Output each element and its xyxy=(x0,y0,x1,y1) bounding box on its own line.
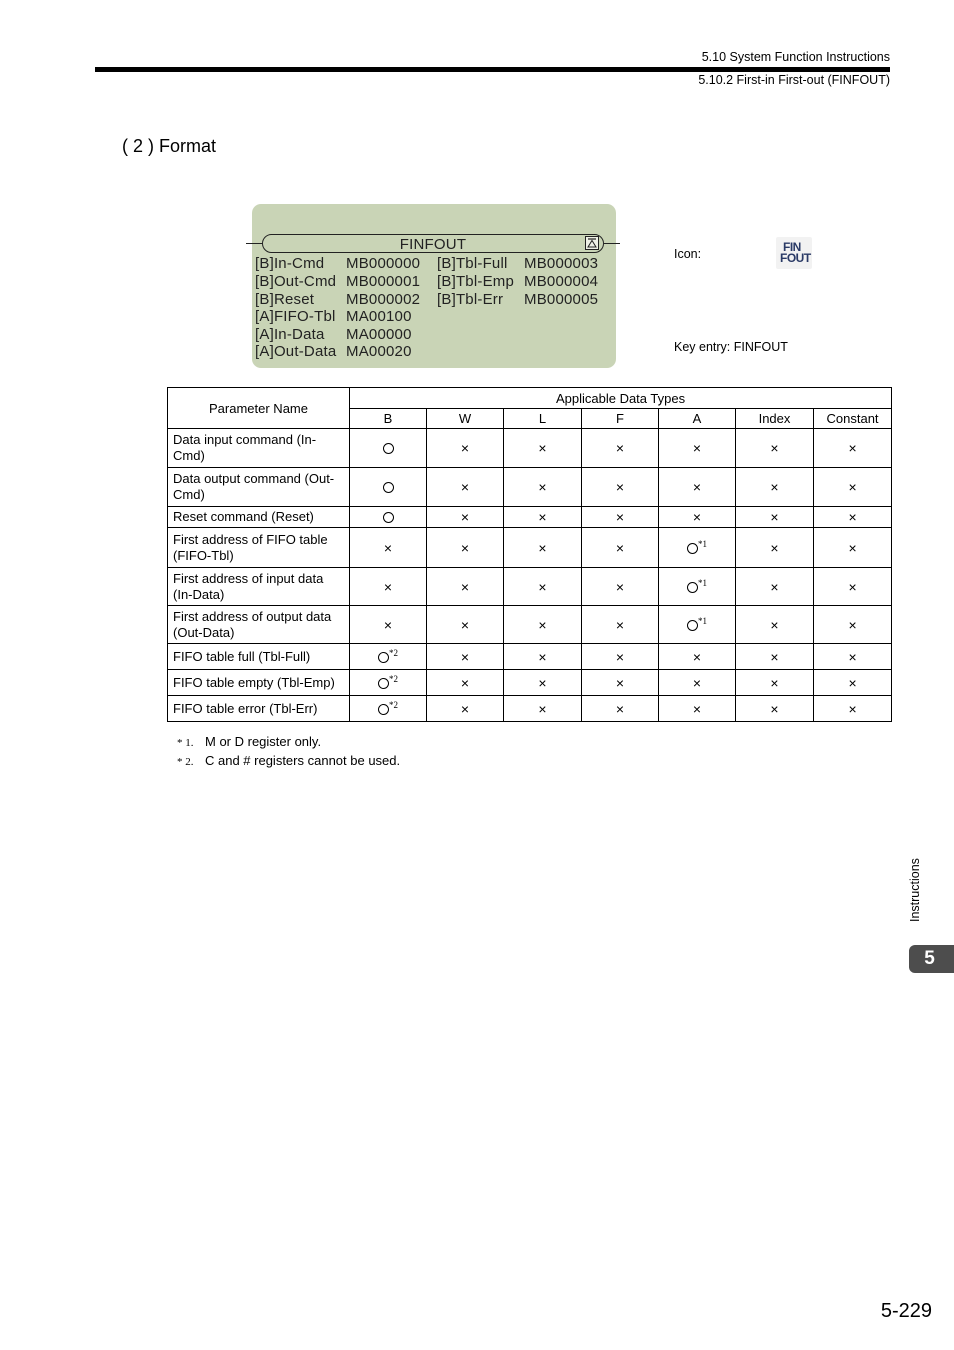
cross-icon: × xyxy=(692,509,702,525)
cross-icon: × xyxy=(770,479,779,495)
not-applicable-mark xyxy=(504,568,582,606)
cross-icon: × xyxy=(383,578,393,595)
footnote-2-mark: * 2. xyxy=(177,756,194,768)
cross-icon: × xyxy=(460,700,470,717)
applicable-mark xyxy=(350,468,427,507)
table-row xyxy=(168,468,892,507)
cross-icon: × xyxy=(383,539,393,556)
footnote-ref: *2 xyxy=(389,648,398,659)
parameter-address: MB000003 xyxy=(524,255,599,272)
cross-icon: × xyxy=(770,700,779,717)
not-applicable-mark xyxy=(504,696,582,722)
cross-icon: × xyxy=(538,578,547,595)
param-name-header: Parameter Name xyxy=(168,388,350,429)
circle-icon xyxy=(687,582,698,593)
not-applicable-mark xyxy=(427,644,504,670)
finfout-icon-line2: FOUT xyxy=(780,251,811,265)
table-row xyxy=(168,644,892,670)
not-applicable-mark xyxy=(504,468,582,507)
applicable-mark xyxy=(350,696,427,722)
not-applicable-mark xyxy=(736,468,814,507)
not-applicable-mark xyxy=(659,507,736,528)
cross-icon: × xyxy=(615,616,625,633)
right-power-rail xyxy=(604,243,620,244)
header-rule xyxy=(95,67,890,72)
footnote-ref: *2 xyxy=(389,674,398,685)
footnote-1-mark: * 1. xyxy=(177,737,194,749)
cross-icon: × xyxy=(538,674,547,691)
applicable-mark xyxy=(659,568,736,606)
parameter-label: [A]In-Data xyxy=(255,326,325,343)
cross-icon: × xyxy=(460,648,470,665)
data-types-header: Applicable Data Types xyxy=(350,388,892,409)
not-applicable-mark xyxy=(582,468,659,507)
not-applicable-mark xyxy=(427,670,504,696)
cross-icon: × xyxy=(770,578,779,595)
not-applicable-mark xyxy=(814,468,892,507)
not-applicable-mark xyxy=(736,507,814,528)
parameter-name: FIFO table full (Tbl-Full) xyxy=(168,644,350,670)
parameter-name: First address of FIFO table (FIFO-Tbl) xyxy=(168,528,350,568)
cross-icon: × xyxy=(848,479,857,495)
applicable-mark xyxy=(350,670,427,696)
not-applicable-mark xyxy=(659,468,736,507)
not-applicable-mark xyxy=(504,606,582,644)
not-applicable-mark xyxy=(504,644,582,670)
cross-icon: × xyxy=(848,578,857,595)
parameter-address: MB000004 xyxy=(524,273,599,290)
parameter-address: MB000005 xyxy=(524,291,599,308)
icon-label: Icon: xyxy=(674,247,702,261)
cross-icon: × xyxy=(615,648,625,665)
cross-icon: × xyxy=(460,509,470,525)
not-applicable-mark xyxy=(814,507,892,528)
not-applicable-mark xyxy=(814,429,892,468)
not-applicable-mark xyxy=(736,606,814,644)
table-row xyxy=(168,507,892,528)
finfout-icon-line1: FIN xyxy=(783,240,801,254)
instruction-block xyxy=(252,204,616,368)
footnote-ref: *1 xyxy=(698,539,707,550)
cross-icon: × xyxy=(848,539,857,556)
cross-icon: × xyxy=(538,539,547,556)
cross-icon: × xyxy=(770,440,779,456)
not-applicable-mark xyxy=(814,670,892,696)
cross-icon: × xyxy=(615,479,625,495)
parameter-name: FIFO table error (Tbl-Err) xyxy=(168,696,350,722)
column-header: Index xyxy=(736,409,814,429)
parameter-label: [A]Out-Data xyxy=(255,343,337,360)
left-power-rail xyxy=(246,243,262,244)
column-header: L xyxy=(504,409,582,429)
cross-icon: × xyxy=(770,616,779,633)
not-applicable-mark xyxy=(814,606,892,644)
cross-icon: × xyxy=(770,674,779,691)
parameter-address: MA00000 xyxy=(346,326,412,343)
footnote-2-text: C and # registers cannot be used. xyxy=(205,753,401,768)
applicable-mark xyxy=(350,644,427,670)
column-header: Constant xyxy=(814,409,892,429)
circle-icon xyxy=(378,678,389,689)
cross-icon: × xyxy=(538,648,547,665)
not-applicable-mark xyxy=(350,568,427,606)
not-applicable-mark xyxy=(582,670,659,696)
parameter-address: MA00100 xyxy=(346,308,412,325)
column-header: A xyxy=(659,409,736,429)
parameter-label: [B]In-Cmd xyxy=(255,255,325,272)
not-applicable-mark xyxy=(504,528,582,568)
cross-icon: × xyxy=(538,700,547,717)
cross-icon: × xyxy=(460,578,470,595)
finfout-icon xyxy=(776,237,812,269)
cross-icon: × xyxy=(770,509,779,525)
cross-icon: × xyxy=(848,674,857,691)
cross-icon: × xyxy=(538,616,547,633)
chapter-tab: 5 xyxy=(909,945,954,973)
not-applicable-mark xyxy=(659,696,736,722)
cross-icon: × xyxy=(848,440,857,456)
parameter-address: MB000000 xyxy=(346,255,421,272)
key-entry: Key entry: FINFOUT xyxy=(674,340,788,354)
not-applicable-mark xyxy=(582,606,659,644)
footnote-ref: *2 xyxy=(389,700,398,711)
footnote-1 xyxy=(177,734,321,749)
cross-icon: × xyxy=(692,700,702,717)
cross-icon: × xyxy=(770,648,779,665)
cross-icon: × xyxy=(692,479,702,495)
parameter-name: Data input command (In-Cmd) xyxy=(168,429,350,468)
cross-icon: × xyxy=(692,648,702,665)
cross-icon: × xyxy=(538,509,547,525)
cross-icon: × xyxy=(615,509,625,525)
not-applicable-mark xyxy=(659,670,736,696)
cross-icon: × xyxy=(538,440,547,456)
circle-icon xyxy=(383,443,394,454)
not-applicable-mark xyxy=(582,507,659,528)
cross-icon: × xyxy=(692,440,702,456)
circle-icon xyxy=(383,482,394,493)
not-applicable-mark xyxy=(814,568,892,606)
column-header: W xyxy=(427,409,504,429)
cross-icon: × xyxy=(460,674,470,691)
footnote-2 xyxy=(177,753,400,768)
not-applicable-mark xyxy=(504,507,582,528)
not-applicable-mark xyxy=(659,644,736,670)
table-row xyxy=(168,606,892,644)
not-applicable-mark xyxy=(427,429,504,468)
expand-icon[interactable] xyxy=(585,236,599,250)
cross-icon: × xyxy=(460,539,470,556)
not-applicable-mark xyxy=(582,696,659,722)
not-applicable-mark xyxy=(736,696,814,722)
cross-icon: × xyxy=(848,648,857,665)
not-applicable-mark xyxy=(427,468,504,507)
table-row xyxy=(168,696,892,722)
table-row xyxy=(168,670,892,696)
not-applicable-mark xyxy=(736,644,814,670)
not-applicable-mark xyxy=(814,528,892,568)
cross-icon: × xyxy=(615,440,625,456)
not-applicable-mark xyxy=(427,528,504,568)
applicable-mark xyxy=(659,528,736,568)
not-applicable-mark xyxy=(427,568,504,606)
not-applicable-mark xyxy=(427,606,504,644)
cross-icon: × xyxy=(383,616,393,633)
cross-icon: × xyxy=(460,616,470,633)
not-applicable-mark xyxy=(350,606,427,644)
circle-icon xyxy=(687,620,698,631)
parameter-label: [A]FIFO-Tbl xyxy=(255,308,336,325)
not-applicable-mark xyxy=(736,429,814,468)
not-applicable-mark xyxy=(427,696,504,722)
table-row xyxy=(168,429,892,468)
parameter-address: MA00020 xyxy=(346,343,412,360)
parameter-name: Data output command (Out-Cmd) xyxy=(168,468,350,507)
not-applicable-mark xyxy=(427,507,504,528)
cross-icon: × xyxy=(848,700,857,717)
header-subsection: 5.10.2 First-in First-out (FINFOUT) xyxy=(698,73,890,87)
footnote-ref: *1 xyxy=(698,578,707,589)
cross-icon: × xyxy=(460,479,470,495)
not-applicable-mark xyxy=(350,528,427,568)
not-applicable-mark xyxy=(736,568,814,606)
parameter-label: [B]Tbl-Err xyxy=(437,291,504,308)
cross-icon: × xyxy=(615,539,625,556)
parameter-label: [B]Out-Cmd xyxy=(255,273,337,290)
not-applicable-mark xyxy=(814,644,892,670)
parameter-address: MB000002 xyxy=(346,291,421,308)
section-title: ( 2 ) Format xyxy=(122,136,217,156)
cross-icon: × xyxy=(848,509,857,525)
parameter-label: [B]Tbl-Full xyxy=(437,255,508,272)
circle-icon xyxy=(378,704,389,715)
applicable-mark xyxy=(350,429,427,468)
cross-icon: × xyxy=(538,479,547,495)
not-applicable-mark xyxy=(736,528,814,568)
circle-icon xyxy=(378,652,389,663)
column-header: F xyxy=(582,409,659,429)
parameter-label: [B]Reset xyxy=(255,291,315,308)
not-applicable-mark xyxy=(659,429,736,468)
parameter-name: FIFO table empty (Tbl-Emp) xyxy=(168,670,350,696)
cross-icon: × xyxy=(615,700,625,717)
parameter-address: MB000001 xyxy=(346,273,421,290)
parameter-name: First address of input data (In-Data) xyxy=(168,568,350,606)
parameter-table xyxy=(167,387,892,722)
circle-icon xyxy=(687,543,698,554)
not-applicable-mark xyxy=(504,429,582,468)
applicable-mark xyxy=(659,606,736,644)
cross-icon: × xyxy=(692,674,702,691)
parameter-name: First address of output data (Out-Data) xyxy=(168,606,350,644)
instruction-header xyxy=(262,234,604,253)
applicable-mark xyxy=(350,507,427,528)
parameter-name: Reset command (Reset) xyxy=(168,507,350,528)
cross-icon: × xyxy=(460,440,470,456)
not-applicable-mark xyxy=(582,568,659,606)
page-number: 5-229 xyxy=(880,1300,932,1322)
not-applicable-mark xyxy=(504,670,582,696)
column-header: B xyxy=(350,409,427,429)
not-applicable-mark xyxy=(582,528,659,568)
cross-icon: × xyxy=(848,616,857,633)
header-section: 5.10 System Function Instructions xyxy=(701,50,890,64)
cross-icon: × xyxy=(770,539,779,556)
not-applicable-mark xyxy=(814,696,892,722)
circle-icon xyxy=(383,512,394,523)
footnote-ref: *1 xyxy=(698,616,707,627)
not-applicable-mark xyxy=(582,644,659,670)
table-row xyxy=(168,568,892,606)
instruction-title: FINFOUT xyxy=(399,236,467,253)
not-applicable-mark xyxy=(582,429,659,468)
table-row xyxy=(168,528,892,568)
side-tab-label: Instructions xyxy=(908,858,922,922)
cross-icon: × xyxy=(615,578,625,595)
parameter-label: [B]Tbl-Emp xyxy=(437,273,515,290)
cross-icon: × xyxy=(615,674,625,691)
footnote-1-text: M or D register only. xyxy=(205,734,322,749)
not-applicable-mark xyxy=(736,670,814,696)
